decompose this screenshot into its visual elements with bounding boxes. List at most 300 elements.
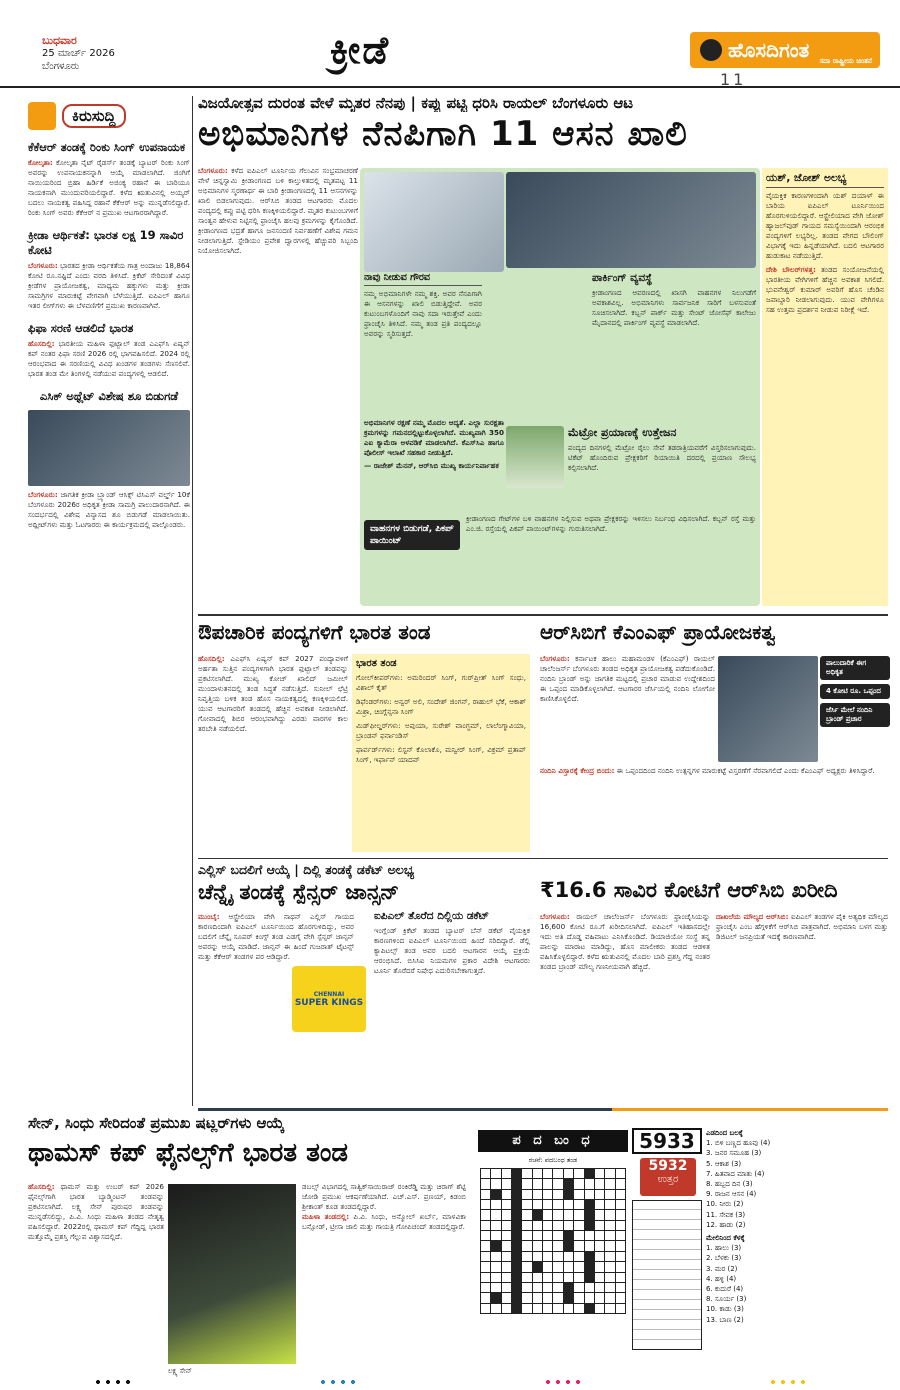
masthead [0, 0, 900, 88]
crossword-cell[interactable] [481, 1179, 490, 1188]
crossword-cell[interactable] [522, 1231, 531, 1240]
crossword-cell[interactable] [481, 1273, 490, 1282]
crossword-cell[interactable] [564, 1252, 573, 1261]
crossword-cell[interactable] [491, 1221, 500, 1230]
crossword-cell[interactable] [585, 1179, 594, 1188]
crossword-cell[interactable] [481, 1262, 490, 1271]
quote-byline: — ರಾಜೇಶ್ ಮೆನನ್, ಆರ್‌ಸಿಬಿ ಮುಖ್ಯ ಕಾರ್ಯನಿರ್ವಾಹಕ [364, 461, 499, 470]
lakshya-photo [168, 1184, 296, 1364]
parking-title: ಪಾರ್ಕಿಂಗ್ ವ್ಯವಸ್ಥೆ [592, 272, 653, 284]
crossword-cell[interactable] [543, 1200, 552, 1209]
crossword-cell [564, 1179, 573, 1188]
duckett-box [374, 910, 530, 976]
crossword-cell[interactable] [553, 1262, 562, 1271]
registration-marks [0, 1378, 900, 1388]
reg-dot [768, 1378, 808, 1386]
brief-2-headline: ಕ್ರೀಡಾ ಆರ್ಥಿಕತೆ: ಭಾರತ ಲಕ್ಷ 19 ಸಾವಿರ ಕೋಟಿ [28, 228, 184, 257]
crossword-cell[interactable] [522, 1200, 531, 1209]
crossword-cell[interactable] [574, 1293, 583, 1302]
down-title: ಮೇಲಿನಿಂದ ಕೆಳಕ್ಕೆ [706, 1234, 745, 1243]
crossword-cell[interactable] [553, 1283, 562, 1292]
kmf-headline: ಆರ್‌ಸಿಬಿಗೆ ಕೆಎಂಎಫ್ ಪ್ರಾಯೋಜಕತ್ವ [540, 620, 776, 644]
crossword-cell[interactable] [574, 1200, 583, 1209]
metro-title: ಮೆಟ್ರೋ ಪ್ರಯಾಣಕ್ಕೆ ಉತ್ತೇಜನ [568, 426, 677, 439]
crossword-cell[interactable] [595, 1221, 604, 1230]
crossword-cell[interactable] [502, 1210, 511, 1219]
crossword-cell[interactable] [533, 1304, 542, 1313]
crossword-cell[interactable] [522, 1241, 531, 1250]
crossword-cell[interactable] [522, 1221, 531, 1230]
across-clue: 1. ಬಿಳಿ ಬಣ್ಣದ ಹೂವು (4) [706, 1139, 771, 1148]
crossword-cell[interactable] [574, 1241, 583, 1250]
rcb-sale-text-2: ಐಪಿಎಲ್ ತಂಡಗಳ ಪೈಕಿ ಅತ್ಯಧಿಕ ಮೌಲ್ಯದ ಫ್ರಾಂಚೈಸಿ ಎಂಬ ಹೆಗ್ಗಳಿಕೆಗೆ ಆರ್‌ಸಿಬಿ ಪಾತ್ರವಾಗಿದೆ. ಅಭಿಮಾನಿ ಬಳಗ ಮತ್ತು ಡಿಜಿಟಲ್ ಜನಪ್ರಿಯತೆ ಇದಕ್ಕೆ ಕಾರಣವಾಗಿದೆ. [716, 912, 888, 941]
crossword-cell[interactable] [491, 1210, 500, 1219]
crossword-cell[interactable] [616, 1252, 625, 1261]
lead-kicker: ವಿಜಯೋತ್ಸವ ದುರಂತ ವೇಳೆ ಮೃತರ ನೆನಪು | ಕಪ್ಪು ಪಟ್ಟಿ ಧರಿಸಿ ರಾಯಲ್ ಬೆಂಗಳೂರು ಆಟ [198, 94, 634, 112]
crossword-cell [512, 1304, 521, 1313]
crossword-cell[interactable] [502, 1179, 511, 1188]
yash-box [762, 168, 888, 606]
vahan-body: ಕ್ರೀಡಾಂಗಣದ ಗೇಟ್‌ಗಳ ಬಳಿ ವಾಹನಗಳ ನಿಲ್ಲಿಸುವ ಅಥವಾ ಪ್ರೇಕ್ಷಕರನ್ನು ಇಳಿಸಲು ನಿರ್ಬಂಧ ವಿಧಿಸಲಾಗಿದೆ. ಕಬ್ಬನ್ ರಸ್ತೆ ಮತ್ತು ಎಂ.ಜಿ. ರಸ್ತೆಯಲ್ಲಿ ಪಿಕಪ್ ಪಾಯಿಂಟ್‌ಗಳನ್ನು ಗುರುತಿಸಲಾಗಿದೆ. [466, 514, 756, 533]
crossword-cell[interactable] [543, 1304, 552, 1313]
crossword-cell [564, 1231, 573, 1240]
crossword-cell [564, 1283, 573, 1292]
crossword-cell[interactable] [574, 1304, 583, 1313]
prev-answer-tag [640, 1158, 696, 1196]
crossword-cell[interactable] [605, 1200, 614, 1209]
crossword-cell[interactable] [616, 1190, 625, 1199]
crossword-cell[interactable] [543, 1262, 552, 1271]
crossword-cell [533, 1262, 542, 1271]
crossword-cell[interactable] [481, 1169, 490, 1178]
crossword-cell[interactable] [502, 1283, 511, 1292]
crossword-cell[interactable] [502, 1200, 511, 1209]
crossword-cell[interactable] [491, 1273, 500, 1282]
thomas-dateline: ಹೊಸದಿಲ್ಲಿ: [28, 1182, 55, 1191]
crossword-cell[interactable] [616, 1304, 625, 1313]
lakshya-caption: ಲಕ್ಷ್ಯ ಸೇನ್ [168, 1367, 192, 1375]
crossword-cell[interactable] [522, 1252, 531, 1261]
crossword-cell[interactable] [574, 1283, 583, 1292]
practice-headline: ಔಪಚಾರಿಕ ಪಂದ್ಯಗಳಿಗೆ ಭಾರತ ತಂಡ [198, 620, 431, 644]
thomas-kicker: ಸೇನ್, ಸಿಂಧು ಸೇರಿದಂತೆ ಪ್ರಮುಖ ಷಟ್ಲರ್‌ಗಳು ಆಯ್ಕೆ [28, 1114, 285, 1132]
crossword-cell[interactable] [595, 1262, 604, 1271]
kmf-bullet-2: 4 ಕೋಟಿ ರೂ. ಒಪ್ಪಂದ [820, 684, 890, 699]
crossword-cell[interactable] [585, 1293, 594, 1302]
crossword-cell[interactable] [522, 1190, 531, 1199]
crossword-cell[interactable] [605, 1283, 614, 1292]
crossword-cell[interactable] [574, 1252, 583, 1261]
crossword-cell[interactable] [616, 1221, 625, 1230]
asics-photo [28, 410, 190, 486]
crossword-cell[interactable] [574, 1179, 583, 1188]
crossword-cell[interactable] [605, 1304, 614, 1313]
down-clue: 8. ಸೂರ್ಯ (3) [706, 1295, 747, 1304]
rcb-sale-dateline: ಬೆಂಗಳೂರು: [540, 912, 570, 921]
crossword-cell[interactable] [605, 1231, 614, 1240]
crossword-cell[interactable] [564, 1210, 573, 1219]
yash-title: ಯಶ್, ಜೋಶ್ ಅಲಭ್ಯ [766, 172, 884, 188]
crossword-cell[interactable] [533, 1241, 542, 1250]
crossword-cell[interactable] [533, 1169, 542, 1178]
lead-dateline: ಬೆಂಗಳೂರು: [198, 166, 228, 175]
crossword-cell[interactable] [502, 1231, 511, 1240]
crossword-cell[interactable] [553, 1221, 562, 1230]
across-clue: 8. ಹಬ್ಬದ ದಿನ (3) [706, 1180, 753, 1189]
crossword-cell[interactable] [616, 1169, 625, 1178]
crossword-cell[interactable] [553, 1273, 562, 1282]
thomas-headline: ಥಾಮಸ್ ಕಪ್ ಫೈನಲ್ಸ್‌ಗೆ ಭಾರತ ತಂಡ [28, 1138, 348, 1168]
crossword-cell[interactable] [616, 1262, 625, 1271]
graphic-panel [360, 168, 760, 606]
crossword-cell [512, 1210, 521, 1219]
crossword-cell[interactable] [522, 1179, 531, 1188]
crossword-cell[interactable] [491, 1179, 500, 1188]
crossword-cell[interactable] [605, 1179, 614, 1188]
crossword-cell[interactable] [522, 1273, 531, 1282]
across-clue: 11. ಸೇವಕ (3) [706, 1210, 746, 1219]
parking-box [592, 272, 756, 328]
crossword-cell[interactable] [502, 1273, 511, 1282]
hand-icon [28, 102, 56, 130]
crossword-cell[interactable] [533, 1190, 542, 1199]
crossword-cell[interactable] [553, 1210, 562, 1219]
squad-goalkeepers: ಗೋಲ್‌ಕೀಪರ್‌ಗಳು: ಅಮರಿಂದರ್ ಸಿಂಗ್, ಗುರ್‌ಪ್ರೀತ್ ಸಿಂಗ್ ಸಂಧು, ವಿಶಾಲ್ ಕೈತ್ [356, 673, 526, 692]
crossword-cell [512, 1262, 521, 1271]
quote-box [364, 418, 504, 471]
crossword-cell[interactable] [502, 1304, 511, 1313]
crossword-cell[interactable] [595, 1241, 604, 1250]
crossword-cell[interactable] [481, 1210, 490, 1219]
crossword-cell [512, 1231, 521, 1240]
crossword-cell [585, 1169, 594, 1178]
crossword-cell[interactable] [481, 1241, 490, 1250]
crossword-cell [491, 1241, 500, 1250]
crossword-cell [512, 1200, 521, 1209]
crossword-cell [512, 1179, 521, 1188]
squad-forwards: ಫಾರ್ವರ್ಡ್‌ಗಳು: ಲಿಸ್ಟನ್ ಕೊಲಾಕೊ, ಮನ್ವೀರ್ ಸಿಂಗ್, ವಿಕ್ರಮ್ ಪ್ರತಾಪ್ ಸಿಂಗ್, ಇರ್ಫಾನ್ ಯಾದವ್ [356, 745, 526, 764]
crossword-cell[interactable] [502, 1221, 511, 1230]
crossword-cell[interactable] [564, 1262, 573, 1271]
crossword-cell[interactable] [543, 1179, 552, 1188]
crossword-cell[interactable] [616, 1241, 625, 1250]
crossword-cell[interactable] [616, 1293, 625, 1302]
lead-body [198, 166, 358, 606]
thomas-sub: ಮಹಿಳಾ ತಂಡದಲ್ಲಿ: [302, 1212, 350, 1221]
across-clue: 9. ರಾಜನ ಆಸನ (4) [706, 1190, 757, 1199]
crossword-cell[interactable] [616, 1210, 625, 1219]
kirusuddi-column [28, 96, 190, 1106]
down-clue: 10. ಕಾಡು (3) [706, 1305, 744, 1314]
squad-midfielders: ಮಿಡ್‌ಫೀಲ್ಡರ್‌ಗಳು: ಅಪುಯಾ, ಸುರೇಶ್ ವಾಂಗ್ಜಮ್, ಲಾಲೆಂಗ್ಮಾವಿಯಾ, ಬ್ರಾಂಡನ್ ಫರ್ನಾಂಡಿಸ್ [356, 721, 526, 740]
crossword-cell[interactable] [553, 1293, 562, 1302]
crossword-cell[interactable] [595, 1231, 604, 1240]
brief-3-body [28, 339, 190, 379]
crossword-cell[interactable] [553, 1200, 562, 1209]
crossword-cell[interactable] [595, 1252, 604, 1261]
duckett-body: ಇಂಗ್ಲೆಂಡ್ ಕ್ರಿಕೆಟ್ ತಂಡದ ಬ್ಯಾಟರ್ ಬೆನ್ ಡಕೆಟ್ ವೈಯಕ್ತಿಕ ಕಾರಣಗಳಿಂದ ಐಪಿಎಲ್ ಟೂರ್ನಿಯಿಂದ ಹಿಂದೆ ಸರಿದಿದ್ದಾರೆ. ಡೆಲ್ಲಿ ಕ್ಯಾಪಿಟಲ್ಸ್ ತಂಡ ಅವರ ಬದಲಿ ಆಟಗಾರನ ಆಯ್ಕೆ ಪ್ರಕ್ರಿಯೆ ಆರಂಭಿಸಿದೆ. ಬಿಸಿಸಿಐ ನಿಯಮಗಳ ಪ್ರಕಾರ ವಿದೇಶಿ ಆಟಗಾರರು ಟೂರ್ನಿ ತೊರೆದರೆ ನಿಷೇಧ ಎದುರಿಸಬೇಕಾಗುತ್ತದೆ. [374, 926, 530, 975]
gaurava-box [364, 272, 482, 339]
crossword-cell[interactable] [481, 1304, 490, 1313]
crossword-cell[interactable] [585, 1190, 594, 1199]
kmf-text-2: ಈ ಒಪ್ಪಂದದಿಂದ ನಂದಿನಿ ಉತ್ಪನ್ನಗಳ ಮಾರುಕಟ್ಟೆ ವಿಸ್ತರಣೆಗೆ ನೆರವಾಗಲಿದೆ ಎಂದು ಕೆಎಂಎಫ್ ಅಧ್ಯಕ್ಷರು ತಿಳಿಸಿದ್ದಾರೆ. [616, 766, 875, 775]
crossword-cell [564, 1190, 573, 1199]
squad-title: ಭಾರತ ತಂಡ [356, 658, 397, 669]
gaurava-body: ನಮ್ಮ ಅಭಿಮಾನಿಗಳೇ ನಮ್ಮ ಶಕ್ತಿ. ಅವರ ನೆನಪಿಗಾಗಿ ಈ ಆಸನಗಳನ್ನು ಖಾಲಿ ಬಿಡುತ್ತಿದ್ದೇವೆ. ಅವರ ಕುಟುಂಬಗಳೊಂದಿಗೆ ನಾವು ಸದಾ ಇರುತ್ತೇವೆ ಎಂದು ಫ್ರಾಂಚೈಸಿ ತಿಳಿಸಿದೆ. ನಮ್ಮ ತಂಡ ಪ್ರತಿ ಪಂದ್ಯದಲ್ಲೂ ಅವರನ್ನು ಸ್ಮರಿಸುತ್ತದೆ. [364, 289, 482, 338]
prev-number: 5932 [648, 1158, 688, 1174]
kmf-bullet-3: ಜೆರ್ಸಿ ಮೇಲೆ ನಂದಿನಿ ಬ್ರಾಂಡ್ ಪ್ರಚಾರ [820, 703, 890, 727]
crossword-cell[interactable] [491, 1262, 500, 1271]
crossword-cell[interactable] [543, 1169, 552, 1178]
crossword-cell[interactable] [605, 1210, 614, 1219]
thomas-text-right: ಡಬಲ್ಸ್ ವಿಭಾಗದಲ್ಲಿ ಸಾತ್ವಿಕ್‌ಸಾಯಿರಾಜ್ ರಂಕಿರೆಡ್ಡಿ ಮತ್ತು ಚಿರಾಗ್ ಶೆಟ್ಟಿ ಜೋಡಿ ಪ್ರಮುಖ ಆಕರ್ಷಣೆಯಾಗಿದೆ. ಎಚ್.ಎಸ್. ಪ್ರಣಯ್, ಕಿಡಂಬಿ ಶ್ರೀಕಾಂತ್ ಕೂಡ ತಂಡದಲ್ಲಿದ್ದಾರೆ. [302, 1182, 466, 1211]
crossword-cell[interactable] [574, 1221, 583, 1230]
crossword-cell[interactable] [502, 1293, 511, 1302]
brief-4-dateline: ಬೆಂಗಳೂರು: [28, 490, 58, 499]
brief-3-dateline: ಹೊಸದಿಲ್ಲಿ: [28, 339, 55, 348]
crossword-cell[interactable] [574, 1210, 583, 1219]
crossword-cell[interactable] [533, 1179, 542, 1188]
crossword-cell[interactable] [564, 1273, 573, 1282]
crossword-cell[interactable] [491, 1231, 500, 1240]
crossword-cell [585, 1262, 594, 1271]
kmf-body [540, 654, 715, 762]
puzzle-subtitle: ರಚನೆ: ಪದಬಂಧ ತಂಡ [528, 1156, 578, 1164]
brief-1-dateline: ಕೋಲ್ಕತಾ: [28, 158, 53, 167]
crossword-cell[interactable] [502, 1252, 511, 1261]
crossword-cell[interactable] [605, 1293, 614, 1302]
crossword-cell[interactable] [533, 1200, 542, 1209]
crossword-cell[interactable] [522, 1169, 531, 1178]
crossword-cell[interactable] [595, 1293, 604, 1302]
date-block [42, 34, 115, 73]
across-clues [706, 1128, 890, 1325]
crossword-cell[interactable] [481, 1221, 490, 1230]
crossword-cell[interactable] [543, 1252, 552, 1261]
thomas-text: ಥಾಮಸ್ ಮತ್ತು ಉಬರ್ ಕಪ್ 2026 ಫೈನಲ್ಸ್‌ಗಾಗಿ ಭಾರತ ಬ್ಯಾಡ್ಮಿಂಟನ್ ತಂಡವನ್ನು ಪ್ರಕಟಿಸಲಾಗಿದೆ. ಲಕ್ಷ್ಯ ಸೇನ್ ಪುರುಷರ ತಂಡವನ್ನು ಮುನ್ನಡೆಸಲಿದ್ದು, ಪಿ.ವಿ. ಸಿಂಧು ಮಹಿಳಾ ತಂಡದ ನೇತೃತ್ವ ವಹಿಸಲಿದ್ದಾರೆ. 2022ರಲ್ಲಿ ಥಾಮಸ್ ಕಪ್ ಗೆದ್ದಿದ್ದ ಭಾರತ ಮತ್ತೊಮ್ಮೆ ಪ್ರಶಸ್ತಿ ಗೆಲ್ಲುವ ವಿಶ್ವಾಸದಲ್ಲಿದೆ. [28, 1182, 164, 1241]
crossword-cell[interactable] [595, 1210, 604, 1219]
reg-dot [93, 1378, 133, 1386]
crossword-cell[interactable] [491, 1200, 500, 1209]
crossword-cell[interactable] [616, 1200, 625, 1209]
crossword-cell[interactable] [574, 1262, 583, 1271]
crossword-cell[interactable] [553, 1231, 562, 1240]
lead-text: ಕಳೆದ ಐಪಿಎಲ್ ಟೂರ್ನಿಯ ಗೆಲುವಿನ ಸಂಭ್ರಮಾಚರಣೆ ವೇಳೆ ಚಿನ್ನಸ್ವಾಮಿ ಕ್ರೀಡಾಂಗಣದ ಬಳಿ ಕಾಲ್ತುಳಿತದಲ್ಲಿ ಮೃತಪಟ್ಟ 11 ಅಭಿಮಾನಿಗಳ ಸ್ಮರಣಾರ್ಥ ಈ ಬಾರಿ ಕ್ರೀಡಾಂಗಣದಲ್ಲಿ 11 ಆಸನಗಳನ್ನು ಖಾಲಿ ಬಿಡಲಾಗುವುದು. ಆರ್‌ಸಿಬಿ ತಂಡದ ಆಟಗಾರರು ಮೊದಲ ಪಂದ್ಯದಲ್ಲಿ ಕಪ್ಪು ಪಟ್ಟಿ ಧರಿಸಿ ಕಣಕ್ಕಿಳಿಯಲಿದ್ದಾರೆ. ಮೃತರ ಕುಟುಂಬಗಳಿಗೆ ಸಾಂತ್ವನ ಹೇಳುವ ನಿಟ್ಟಿನಲ್ಲಿ ಫ್ರಾಂಚೈಸಿ ಹಲವು ಕ್ರಮಗಳನ್ನು ಕೈಗೊಂಡಿದೆ. ಕ್ರೀಡಾಂಗಣದ ಭದ್ರತೆ ಹಾಗೂ ಜನಸಂದಣಿ ನಿರ್ವಹಣೆಗೆ ವಿಶೇಷ ಗಮನ ನೀಡಲಾಗುತ್ತಿದೆ. ಸ್ಟೇಡಿಯಂ ಪ್ರವೇಶ ದ್ವಾರಗಳಲ್ಲಿ ಹೆಚ್ಚುವರಿ ಸಿಬ್ಬಂದಿ ನಿಯೋಜಿಸಲಾಗಿದೆ. [198, 166, 358, 255]
crossword-cell[interactable] [502, 1169, 511, 1178]
crossword-cell[interactable] [605, 1190, 614, 1199]
date: 25 ಮಾರ್ಚ್ 2026 [42, 48, 115, 59]
across-clue: 3. ಜನರ ಸಮೂಹ (3) [706, 1149, 762, 1158]
logo-icon [700, 39, 722, 61]
crossword-cell[interactable] [553, 1169, 562, 1178]
crossword-cell[interactable] [595, 1190, 604, 1199]
crossword-cell[interactable] [553, 1252, 562, 1261]
down-clue: 3. ಮರ (2) [706, 1264, 738, 1273]
duckett-title: ಐಪಿಎಲ್ ತೊರೆದ ದಿಲ್ಲಿಯ ಡಕೆಟ್ [374, 910, 489, 922]
crossword-cell[interactable] [595, 1283, 604, 1292]
thomas-text-right-2: ಪಿ.ವಿ. ಸಿಂಧು, ಅನ್ಮೋಲ್ ಖರ್ಬ್, ಮಾಳವಿಕಾ ಬನ್ಸೋಡ್, ಟ್ರೀಸಾ ಜಾಲಿ ಮತ್ತು ಗಾಯತ್ರಿ ಗೋಪಿಚಂದ್ ತಂಡದಲ್ಲಿದ್ದಾರೆ. [302, 1212, 466, 1231]
crossword-cell[interactable] [616, 1179, 625, 1188]
section-rule [198, 614, 888, 616]
crossword-cell[interactable] [543, 1283, 552, 1292]
metro-photo [506, 426, 564, 488]
crossword-cell[interactable] [564, 1169, 573, 1178]
crossword-cell[interactable] [481, 1252, 490, 1261]
crossword-cell[interactable] [564, 1200, 573, 1209]
crossword-cell[interactable] [491, 1304, 500, 1313]
crossword-cell[interactable] [543, 1273, 552, 1282]
brief-4-text: ಜಾಗತಿಕ ಕ್ರೀಡಾ ಬ್ರ್ಯಾಂಡ್ ಆಸಿಕ್ಸ್ ಟಿಸಿಎಸ್ ವರ್ಲ್ಡ್ 10ಕೆ ಬೆಂಗಳೂರು 2026ರ ಅಧಿಕೃತ ಕ್ರೀಡಾ ಸಾಮಗ್ರಿ ಪಾಲುದಾರನಾಗಿದೆ. ಈ ಸಂದರ್ಭದಲ್ಲಿ ವಿಶೇಷ ವಿನ್ಯಾಸದ ಶೂ ಬಿಡುಗಡೆ ಮಾಡಲಾಯಿತು. ಅಥ್ಲೀಟ್‌ಗಳು ಮತ್ತು ಓಟಗಾರರು ಈ ಕಾರ್ಯಕ್ರಮದಲ್ಲಿ ಪಾಲ್ಗೊಂಡರು. [28, 490, 190, 529]
day: ಬುಧವಾರ [42, 34, 77, 47]
csk-kicker: ಎಲ್ಲಿಸ್ ಬದಲಿಗೆ ಆಯ್ಕೆ | ದಿಲ್ಲಿ ತಂಡಕ್ಕೆ ಡಕೆಟ್ ಅಲಭ್ಯ [198, 862, 415, 877]
crossword-cell[interactable] [533, 1221, 542, 1230]
crossword-cell[interactable] [585, 1241, 594, 1250]
across-clue: 5. ಆಕಾಶ (3) [706, 1159, 742, 1168]
yash-body-2 [766, 265, 884, 315]
down-clue: 2. ಬೆಳಕು (3) [706, 1254, 742, 1263]
crossword-cell [585, 1200, 594, 1209]
crossword-cell [585, 1210, 594, 1219]
puzzle-number: 5933 [632, 1128, 702, 1154]
crossword-cell[interactable] [595, 1200, 604, 1209]
crossword-cell [533, 1210, 542, 1219]
crossword-cell[interactable] [522, 1283, 531, 1292]
crossword-cell [585, 1221, 594, 1230]
parking-body: ಕ್ರೀಡಾಂಗಣದ ಆವರಣದಲ್ಲಿ ಖಾಸಗಿ ವಾಹನಗಳ ನಿಲುಗಡೆಗೆ ಅವಕಾಶವಿಲ್ಲ. ಅಭಿಮಾನಿಗಳು ಸಾರ್ವಜನಿಕ ಸಾರಿಗೆ ಬಳಸುವಂತೆ ಸೂಚಿಸಲಾಗಿದೆ. ಕಬ್ಬನ್ ಪಾರ್ಕ್ ಮತ್ತು ಸೇಂಟ್ ಜೋಸೆಫ್ ಕಾಲೇಜು ಮೈದಾನದಲ್ಲಿ ಪಾರ್ಕಿಂಗ್ ವ್ಯವಸ್ಥೆ ಮಾಡಲಾಗಿದೆ. [592, 288, 756, 327]
yash-sub: ದೇಶಿ ಬೌಲರ್‌ಗಳತ್ತ: [766, 265, 816, 274]
crossword-cell[interactable] [595, 1304, 604, 1313]
crossword-cell[interactable] [605, 1262, 614, 1271]
crossword-cell[interactable] [616, 1283, 625, 1292]
crossword-cell[interactable] [502, 1190, 511, 1199]
crossword-cell[interactable] [543, 1210, 552, 1219]
crossword-cell[interactable] [585, 1283, 594, 1292]
crossword-cell[interactable] [502, 1262, 511, 1271]
crossword-cell[interactable] [522, 1304, 531, 1313]
crossword-cell[interactable] [481, 1283, 490, 1292]
crossword-cell[interactable] [574, 1231, 583, 1240]
logo-text: ಹೊಸದಿಗಂತ [728, 38, 810, 62]
crossword-cell[interactable] [522, 1210, 531, 1219]
crossword-cell[interactable] [502, 1241, 511, 1250]
crossword-cell[interactable] [564, 1221, 573, 1230]
crossword-cell[interactable] [543, 1293, 552, 1302]
crossword-cell[interactable] [564, 1304, 573, 1313]
crossword-cell[interactable] [481, 1231, 490, 1240]
crossword-cell[interactable] [533, 1252, 542, 1261]
crossword-cell [512, 1283, 521, 1292]
crossword-cell[interactable] [543, 1221, 552, 1230]
crossword-cell[interactable] [553, 1304, 562, 1313]
crossword-cell [564, 1293, 573, 1302]
crossword-cell[interactable] [605, 1169, 614, 1178]
crossword-grid[interactable] [480, 1168, 626, 1314]
crossword-cell[interactable] [616, 1231, 625, 1240]
practice-text: ಎಎಫ್‌ಸಿ ಏಷ್ಯನ್ ಕಪ್ 2027 ಪಂದ್ಯಾವಳಿಗೆ ಅರ್ಹತಾ ಸುತ್ತಿನ ಪಂದ್ಯಗಳಿಗಾಗಿ ಭಾರತ ಫುಟ್ಬಾಲ್ ತಂಡವನ್ನು ಪ್ರಕಟಿಸಲಾಗಿದೆ. ಮುಖ್ಯ ಕೋಚ್ ಖಾಲಿದ್ ಜಮೀಲ್ ಮುಂದಾಳುತನದಲ್ಲಿ ತಂಡ ಸಿದ್ಧತೆ ನಡೆಸುತ್ತಿದೆ. ಸುನೀಲ್ ಛೆಟ್ರಿ ನಿವೃತ್ತಿಯ ಬಳಿಕ ತಂಡ ಹೊಸ ನಾಯಕತ್ವದಲ್ಲಿ ಕಣಕ್ಕಿಳಿಯಲಿದೆ. ಯುವ ಆಟಗಾರರಿಗೆ ತಂಡದಲ್ಲಿ ಹೆಚ್ಚಿನ ಅವಕಾಶ ನೀಡಲಾಗಿದೆ. ಗೋವಾದಲ್ಲಿ ಶಿಬಿರ ಆರಂಭವಾಗಿದ್ದು ಎರಡು ವಾರಗಳ ಕಾಲ ತರಬೇತಿ ನಡೆಯಲಿದೆ. [198, 654, 348, 733]
crossword-cell[interactable] [605, 1252, 614, 1261]
crossword-cell [512, 1221, 521, 1230]
across-clue: 10. ನೀರು (2) [706, 1200, 744, 1209]
practice-body [198, 654, 348, 854]
crossword-cell[interactable] [491, 1252, 500, 1261]
yash-body: ವೈಯಕ್ತಿಕ ಕಾರಣಗಳಿಂದಾಗಿ ಯಶ್ ದಯಾಳ್ ಈ ಬಾರಿಯ ಐಪಿಎಲ್ ಟೂರ್ನಿಯಿಂದ ಹೊರಗುಳಿಯಲಿದ್ದಾರೆ. ಆಸ್ಟ್ರೇಲಿಯಾದ ವೇಗಿ ಜೋಶ್ ಹ್ಯಾಜಲ್‌ವುಡ್ ಗಾಯದ ಸಮಸ್ಯೆಯಿಂದಾಗಿ ಆರಂಭಿಕ ಪಂದ್ಯಗಳಿಗೆ ಲಭ್ಯರಿಲ್ಲ. ತಂಡದ ವೇಗದ ಬೌಲಿಂಗ್ ವಿಭಾಗಕ್ಕೆ ಇದು ಹಿನ್ನಡೆಯಾಗಿದೆ. ಬದಲಿ ಆಟಗಾರರ ಹುಡುಕಾಟ ನಡೆಯುತ್ತಿದೆ. [766, 191, 884, 260]
down-clue: 4. ಹಳ್ಳಿ (4) [706, 1274, 737, 1283]
rcb-sale-headline: ₹16.6 ಸಾವಿರ ಕೋಟಿಗೆ ಆರ್‌ಸಿಬಿ ಖರೀದಿ [540, 878, 838, 902]
crossword-cell[interactable] [533, 1293, 542, 1302]
down-clue: 6. ಕುದುರೆ (4) [706, 1285, 744, 1294]
gaurava-title: ನಾವು ನೀಡುವ ಗೌರವ [364, 272, 482, 286]
crossword-cell[interactable] [574, 1169, 583, 1178]
prev-label: ಉತ್ತರ [657, 1174, 679, 1185]
thomas-body-right [302, 1182, 466, 1372]
crossword-cell[interactable] [481, 1200, 490, 1209]
crossword-cell[interactable] [574, 1273, 583, 1282]
rcb-sale-text: ರಾಯಲ್ ಚಾಲೆಂಜರ್ಸ್ ಬೆಂಗಳೂರು ಫ್ರಾಂಚೈಸಿಯನ್ನು 16,600 ಕೋಟಿ ರೂ.ಗೆ ಖರೀದಿಸಲಾಗಿದೆ. ಐಪಿಎಲ್ ಇತಿಹಾಸದಲ್ಲೇ ಇದು ಅತಿ ದೊಡ್ಡ ವಹಿವಾಟು ಎನಿಸಿಕೊಂಡಿದೆ. ಡಿಯಾಜಿಯೋ ಸಂಸ್ಥೆ ತನ್ನ ಪಾಲನ್ನು ಮಾರಾಟ ಮಾಡಿದ್ದು, ಹೊಸ ಮಾಲೀಕರು ತಂಡದ ಆಡಳಿತ ವಹಿಸಿಕೊಳ್ಳಲಿದ್ದಾರೆ. ಕಳೆದ ಋತುವಿನಲ್ಲಿ ಮೊದಲ ಬಾರಿ ಪ್ರಶಸ್ತಿ ಗೆದ್ದ ನಂತರ ತಂಡದ ಬ್ರಾಂಡ್ ಮೌಲ್ಯ ಗಣನೀಯವಾಗಿ ಹೆಚ್ಚಿದೆ. [540, 912, 710, 971]
kmf-text: ಕರ್ನಾಟಕ ಹಾಲು ಮಹಾಮಂಡಳ (ಕೆಎಂಎಫ್) ರಾಯಲ್ ಚಾಲೆಂಜರ್ಸ್ ಬೆಂಗಳೂರು ತಂಡದ ಅಧಿಕೃತ ಪ್ರಾಯೋಜಕತ್ವ ಪಡೆದುಕೊಂಡಿದೆ. ನಂದಿನಿ ಬ್ರಾಂಡ್ ಅನ್ನು ಜಾಗತಿಕ ಮಟ್ಟದಲ್ಲಿ ಪ್ರಚಾರ ಮಾಡುವ ಉದ್ದೇಶದಿಂದ ಈ ಒಪ್ಪಂದ ಮಾಡಿಕೊಳ್ಳಲಾಗಿದೆ. ಆಟಗಾರರ ಜೆರ್ಸಿಯಲ್ಲಿ ನಂದಿನಿ ಲೋಗೋ ಕಾಣಿಸಿಕೊಳ್ಳಲಿದೆ. [540, 654, 715, 703]
logo-tagline: ಸದಾ ರಾಷ್ಟ್ರೀಯ ಚಿಂತನೆ [819, 57, 872, 65]
crossword-cell[interactable] [522, 1293, 531, 1302]
thomas-body [28, 1182, 164, 1372]
crossword-cell[interactable] [543, 1190, 552, 1199]
rcb-sale-sub: ದಾಖಲೆಯ ಮೌಲ್ಯದ ಆರ್‌ಸಿಬಿ: [716, 912, 789, 921]
crossword-cell[interactable] [522, 1262, 531, 1271]
city: ಬೆಂಗಳೂರು [42, 61, 80, 72]
crossword-cell[interactable] [543, 1241, 552, 1250]
crossword-cell[interactable] [533, 1231, 542, 1240]
brief-1-text: ಕೋಲ್ಕತಾ ನೈಟ್ ರೈಡರ್ಸ್ ತಂಡಕ್ಕೆ ಬ್ಯಾಟರ್ ರಿಂಕು ಸಿಂಗ್ ಅವರನ್ನು ಉಪನಾಯಕನನ್ನಾಗಿ ಆಯ್ಕೆ ಮಾಡಲಾಗಿದೆ. ಜಿಂಗಿಗೆ ನಾಯಿಯರಿಂದ ಬ್ರಿಹಾ ಹಿರ್ಡಿಕೆ ಅಜಿಂಕ್ಯ ರಹಾನೆ ಈ ಬಾರಿಯೂ ನಾಯಕನಾಗಿ ಮುಂದುವರಿಯಲಿದ್ದಾರೆ. ಕಳೆದ ಋತುವಿನಲ್ಲಿ ಅಯ್ಯರ್ ಬದಲು ನಾಯಕತ್ವ ವಹಿಸಿದ್ದ ರಹಾನೆ ಕೆಕೆಆರ್ ಅನ್ನು ಮುನ್ನಡೆಸಲಿದ್ದಾರೆ. ರಿಂಕು ಸಿಂಗ್ ಅವರು ಕೆಕೆಆರ್ ನ ಪ್ರಮುಖ ಆಟಗಾರರಾಗಿದ್ದಾರೆ. [28, 158, 190, 217]
crossword-cell[interactable] [595, 1169, 604, 1178]
crossword-cell [512, 1293, 521, 1302]
crossword-cell[interactable] [616, 1273, 625, 1282]
crossword-cell[interactable] [533, 1273, 542, 1282]
across-clue: 12. ಹಾಡು (2) [706, 1220, 746, 1229]
crossword-cell[interactable] [574, 1190, 583, 1199]
brief-3-text: ಭಾರತೀಯ ಮಹಿಳಾ ಫುಟ್ಬಾಲ್ ತಂಡ ಎಎಫ್‌ಸಿ ಏಷ್ಯನ್ ಕಪ್ ನಂತರ ಫಿಫಾ ಸರಣಿ 2026 ರಲ್ಲಿ ಭಾಗವಹಿಸಲಿದೆ. 2024 ರಲ್ಲಿ ಆರಂಭವಾದ ಈ ಸರಣಿಯಲ್ಲಿ ವಿವಿಧ ಖಂಡಗಳ ತಂಡಗಳು ಸೆಣಸಲಿವೆ. ಭಾರತ ತಂಡ ಮೇ ತಿಂಗಳಲ್ಲಿ ನಡೆಯುವ ಪಂದ್ಯಗಳಲ್ಲಿ ಆಡಲಿದೆ. [28, 339, 190, 378]
crossword-cell[interactable] [605, 1221, 614, 1230]
crossword-cell[interactable] [605, 1273, 614, 1282]
crossword-cell[interactable] [491, 1283, 500, 1292]
crossword-cell[interactable] [491, 1169, 500, 1178]
kmf-bullets [820, 656, 890, 727]
crossword-cell[interactable] [595, 1273, 604, 1282]
crossword-cell[interactable] [553, 1241, 562, 1250]
brief-2-dateline: ಬೆಂಗಳೂರು: [28, 261, 58, 270]
crossword-cell [585, 1304, 594, 1313]
crossword-cell[interactable] [533, 1283, 542, 1292]
section-title: ಕ್ರೀಡೆ [330, 28, 391, 72]
rcb-sale-body-2 [716, 912, 888, 1102]
crossword-cell[interactable] [481, 1293, 490, 1302]
crossword-cell[interactable] [595, 1179, 604, 1188]
crossword-cell[interactable] [605, 1241, 614, 1250]
crossword-cell [491, 1190, 500, 1199]
crossword-cell[interactable] [585, 1231, 594, 1240]
crossword-cell[interactable] [481, 1190, 490, 1199]
crossword-cell[interactable] [543, 1231, 552, 1240]
metro-box [568, 426, 756, 473]
crossword-cell [512, 1273, 521, 1282]
brief-3-headline: ಫಿಫಾ ಸರಣಿ ಆಡಲಿದೆ ಭಾರತ [28, 321, 134, 335]
reg-dot [318, 1378, 358, 1386]
section-rule-2 [198, 858, 888, 859]
csk-headline: ಚೆನ್ನೈ ತಂಡಕ್ಕೆ ಸ್ಪೆನ್ಸರ್ ಜಾನ್ಸನ್ [198, 880, 399, 904]
kmf-players-photo [718, 656, 818, 762]
crossword-cell[interactable] [553, 1179, 562, 1188]
crossword-cell[interactable] [553, 1190, 562, 1199]
crossword-cell [491, 1293, 500, 1302]
squad-box [352, 654, 530, 852]
csk-logo-text: SUPER KINGS [294, 997, 364, 1008]
